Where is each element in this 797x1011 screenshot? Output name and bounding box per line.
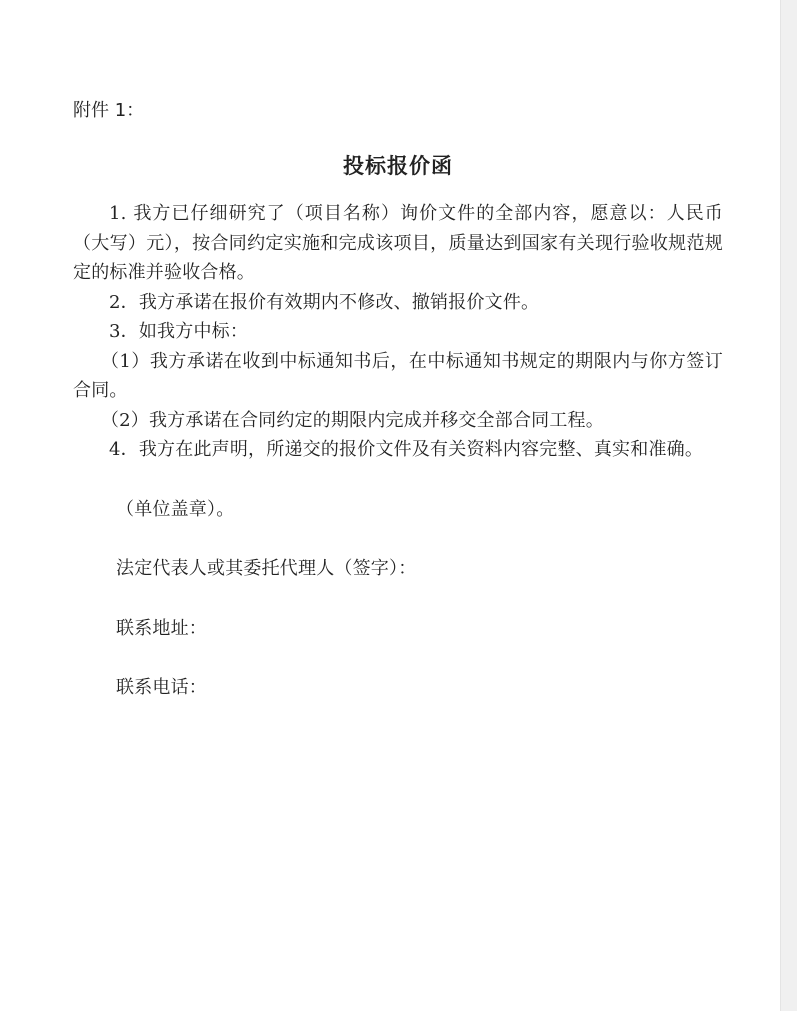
- document-body: [73, 96, 723, 703]
- spacer: [73, 584, 723, 614]
- sub-item-1: （1）我方承诺在收到中标通知书后，在中标通知书规定的期限内与你方签订合同。: [73, 350, 723, 401]
- phone-line: 联系电话：: [116, 677, 207, 698]
- spacer: [73, 643, 723, 673]
- attachment-label: 附件 1：: [73, 100, 145, 121]
- address-line: 联系地址：: [116, 617, 207, 639]
- paragraph-2: 2．我方承诺在报价有效期内不修改、撤销报价文件。: [109, 291, 540, 313]
- paragraph-1: 1. 我方已仔细研究了（项目名称）询价文件的全部内容，愿意以：人民币（大写）元），按合同约定实施和完成该项目，质量达到国家有关现行验收规范规定的标准并验收合格。: [73, 203, 723, 283]
- spacer: [73, 465, 723, 495]
- spacer: [73, 524, 723, 554]
- paragraph-3: 3．如我方中标：: [109, 321, 249, 342]
- seal-line: （单位盖章）。: [116, 498, 235, 520]
- paragraph-4: 4．我方在此声明，所递交的报价文件及有关资料内容完整、真实和准确。: [109, 439, 704, 460]
- sub-item-2: （2）我方承诺在合同约定的期限内完成并移交全部合同工程。: [100, 409, 604, 431]
- document-title: 投标报价函: [343, 153, 453, 178]
- representative-line: 法定代表人或其委托代理人（签字）：: [116, 558, 417, 579]
- scrollbar-track[interactable]: [780, 0, 797, 1011]
